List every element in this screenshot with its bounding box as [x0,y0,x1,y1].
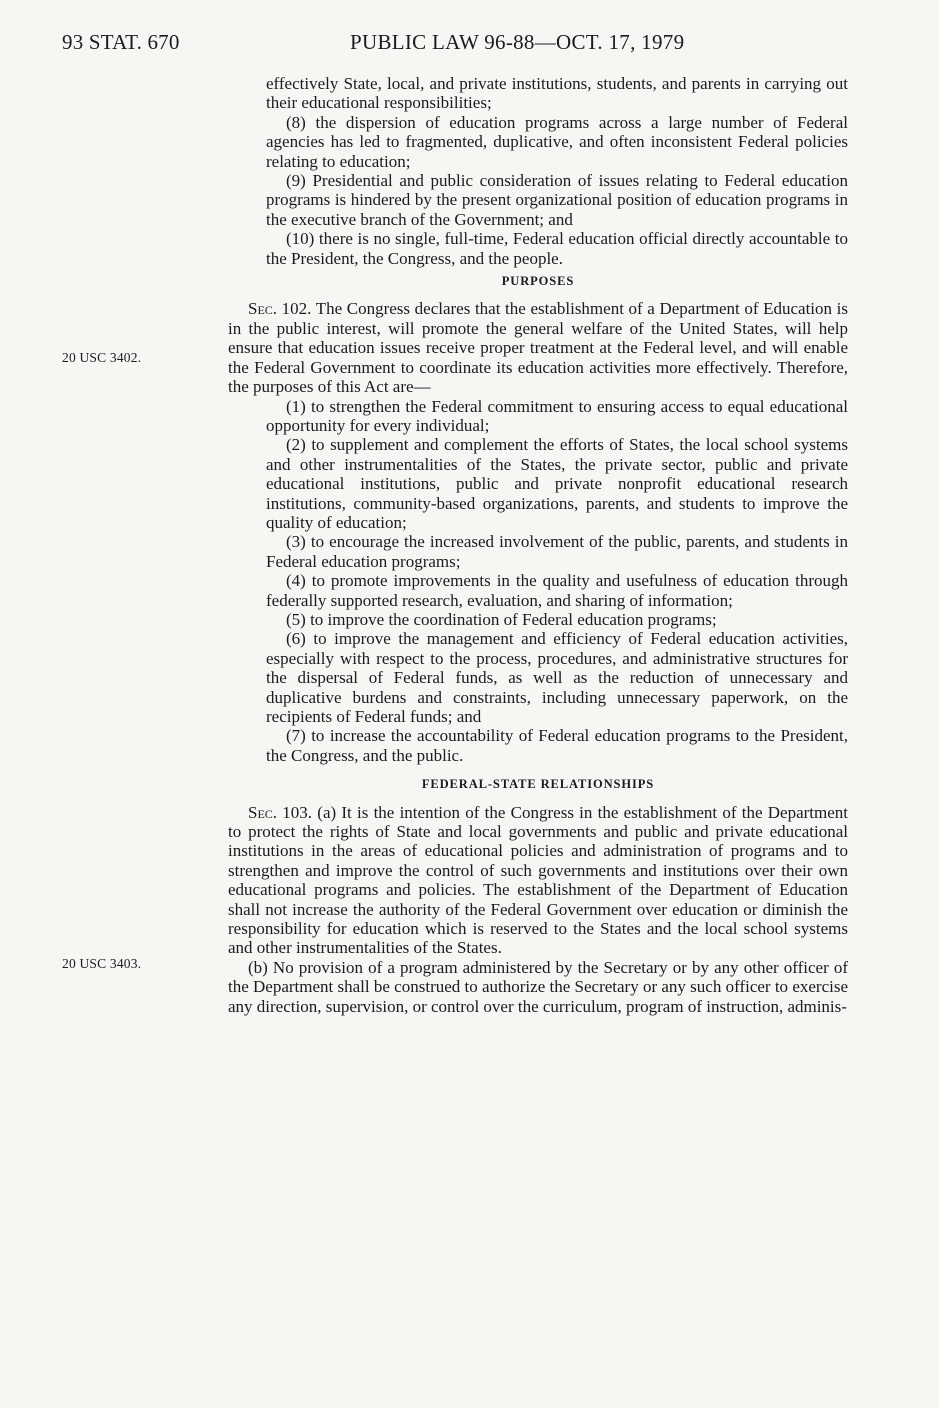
purpose-item: (3) to encourage the increased involvement of the public, parents, and students in Federal education programs; [266,532,848,571]
public-law-title: PUBLIC LAW 96-88—OCT. 17, 1979 [350,30,685,54]
finding-item-10: (10) there is no single, full-time, Federal education official directly accountable to the President, the Congress, and the people. [266,229,848,268]
document-body [228,74,848,1016]
federal-state-relationships-heading: FEDERAL-STATE RELATIONSHIPS [421,777,655,792]
purpose-item: (5) to improve the coordination of Federal education programs; [286,609,717,629]
section-102-text: The Congress declares that the establishment of a Department of Education is in the public interest, will promote the general welfare of the United States, will help ensure that education issues receive proper treatment at the Federal level, and will enable the Federal Government to coordinate its education activities more effectively. Therefore, the purposes of this Act are— [228,299,848,397]
margin-note-sec102: 20 USC 3402. [62,350,142,365]
statute-page-number: 93 STAT. 670 [62,30,180,54]
page-header [62,30,862,62]
finding-item-8: (8) the dispersion of education programs across a large number of Federal agencies has led to fragmented, duplicative, and often inconsistent Federal policies relating to education; [266,112,848,171]
findings-continuation: effectively State, local, and private institutions, students, and parents in carrying out their educational responsibilities; [266,74,848,113]
margin-note-sec103: 20 USC 3403. [62,956,142,971]
finding-item-9: (9) Presidential and public consideration of issues relating to Federal education programs is hindered by the present organizational position of education programs in the executive branch of the Government; and [266,171,848,229]
purpose-item: (7) to increase the accountability of Federal education programs to the President, the Congress, and the public. [266,726,848,765]
purpose-item: (2) to supplement and complement the efforts of States, the local school systems and other instrumentalities of the States, the private sector, public and private educational institutions, public and private nonprofit educational research institutions, community-based organizations, parents, and students to improve the quality of education; [266,435,848,532]
purpose-item: (1) to strengthen the Federal commitment to ensuring access to equal educational opportunity for every individual; [266,396,848,435]
purpose-item: (4) to promote improvements in the quality and usefulness of education through federally supported research, evaluation, and sharing of information; [266,571,848,610]
section-103-para-a-text: (a) It is the intention of the Congress in the establishment of the Department to protect the rights of State and local governments and public and private educational institutions in the areas of educational policies and administration of programs and to strengthen and improve the control of such governments and institutions over their own educational programs and policies. The establishment of the Department of Education shall not increase the authority of the Federal Government over education or diminish the responsibility for education which is reserved to the States and the local school systems and other instrumentalities of the States. [228,802,849,958]
purpose-item: (6) to improve the management and efficiency of Federal education activities, especially with respect to the process, procedures, and administrative structures for the dispersal of Federal funds, as well as the reduction of unnecessary and duplicative burdens and constraints, including unnecessary paperwork, on the recipients of Federal funds; and [266,629,848,726]
purposes-heading: PURPOSES [501,274,575,289]
section-102-intro [228,299,848,396]
section-103-para-a [228,803,848,958]
section-103-label: Sec. 103. [248,802,313,822]
section-102-label: Sec. 102. [248,299,312,319]
section-103-para-b: (b) No provision of a program administered by the Secretary or by any other officer of the Department shall be construed to authorize the Secretary or any such officer to exercise any direction, supervision, or control over the curriculum, program of instruction, adminis- [228,957,848,1016]
